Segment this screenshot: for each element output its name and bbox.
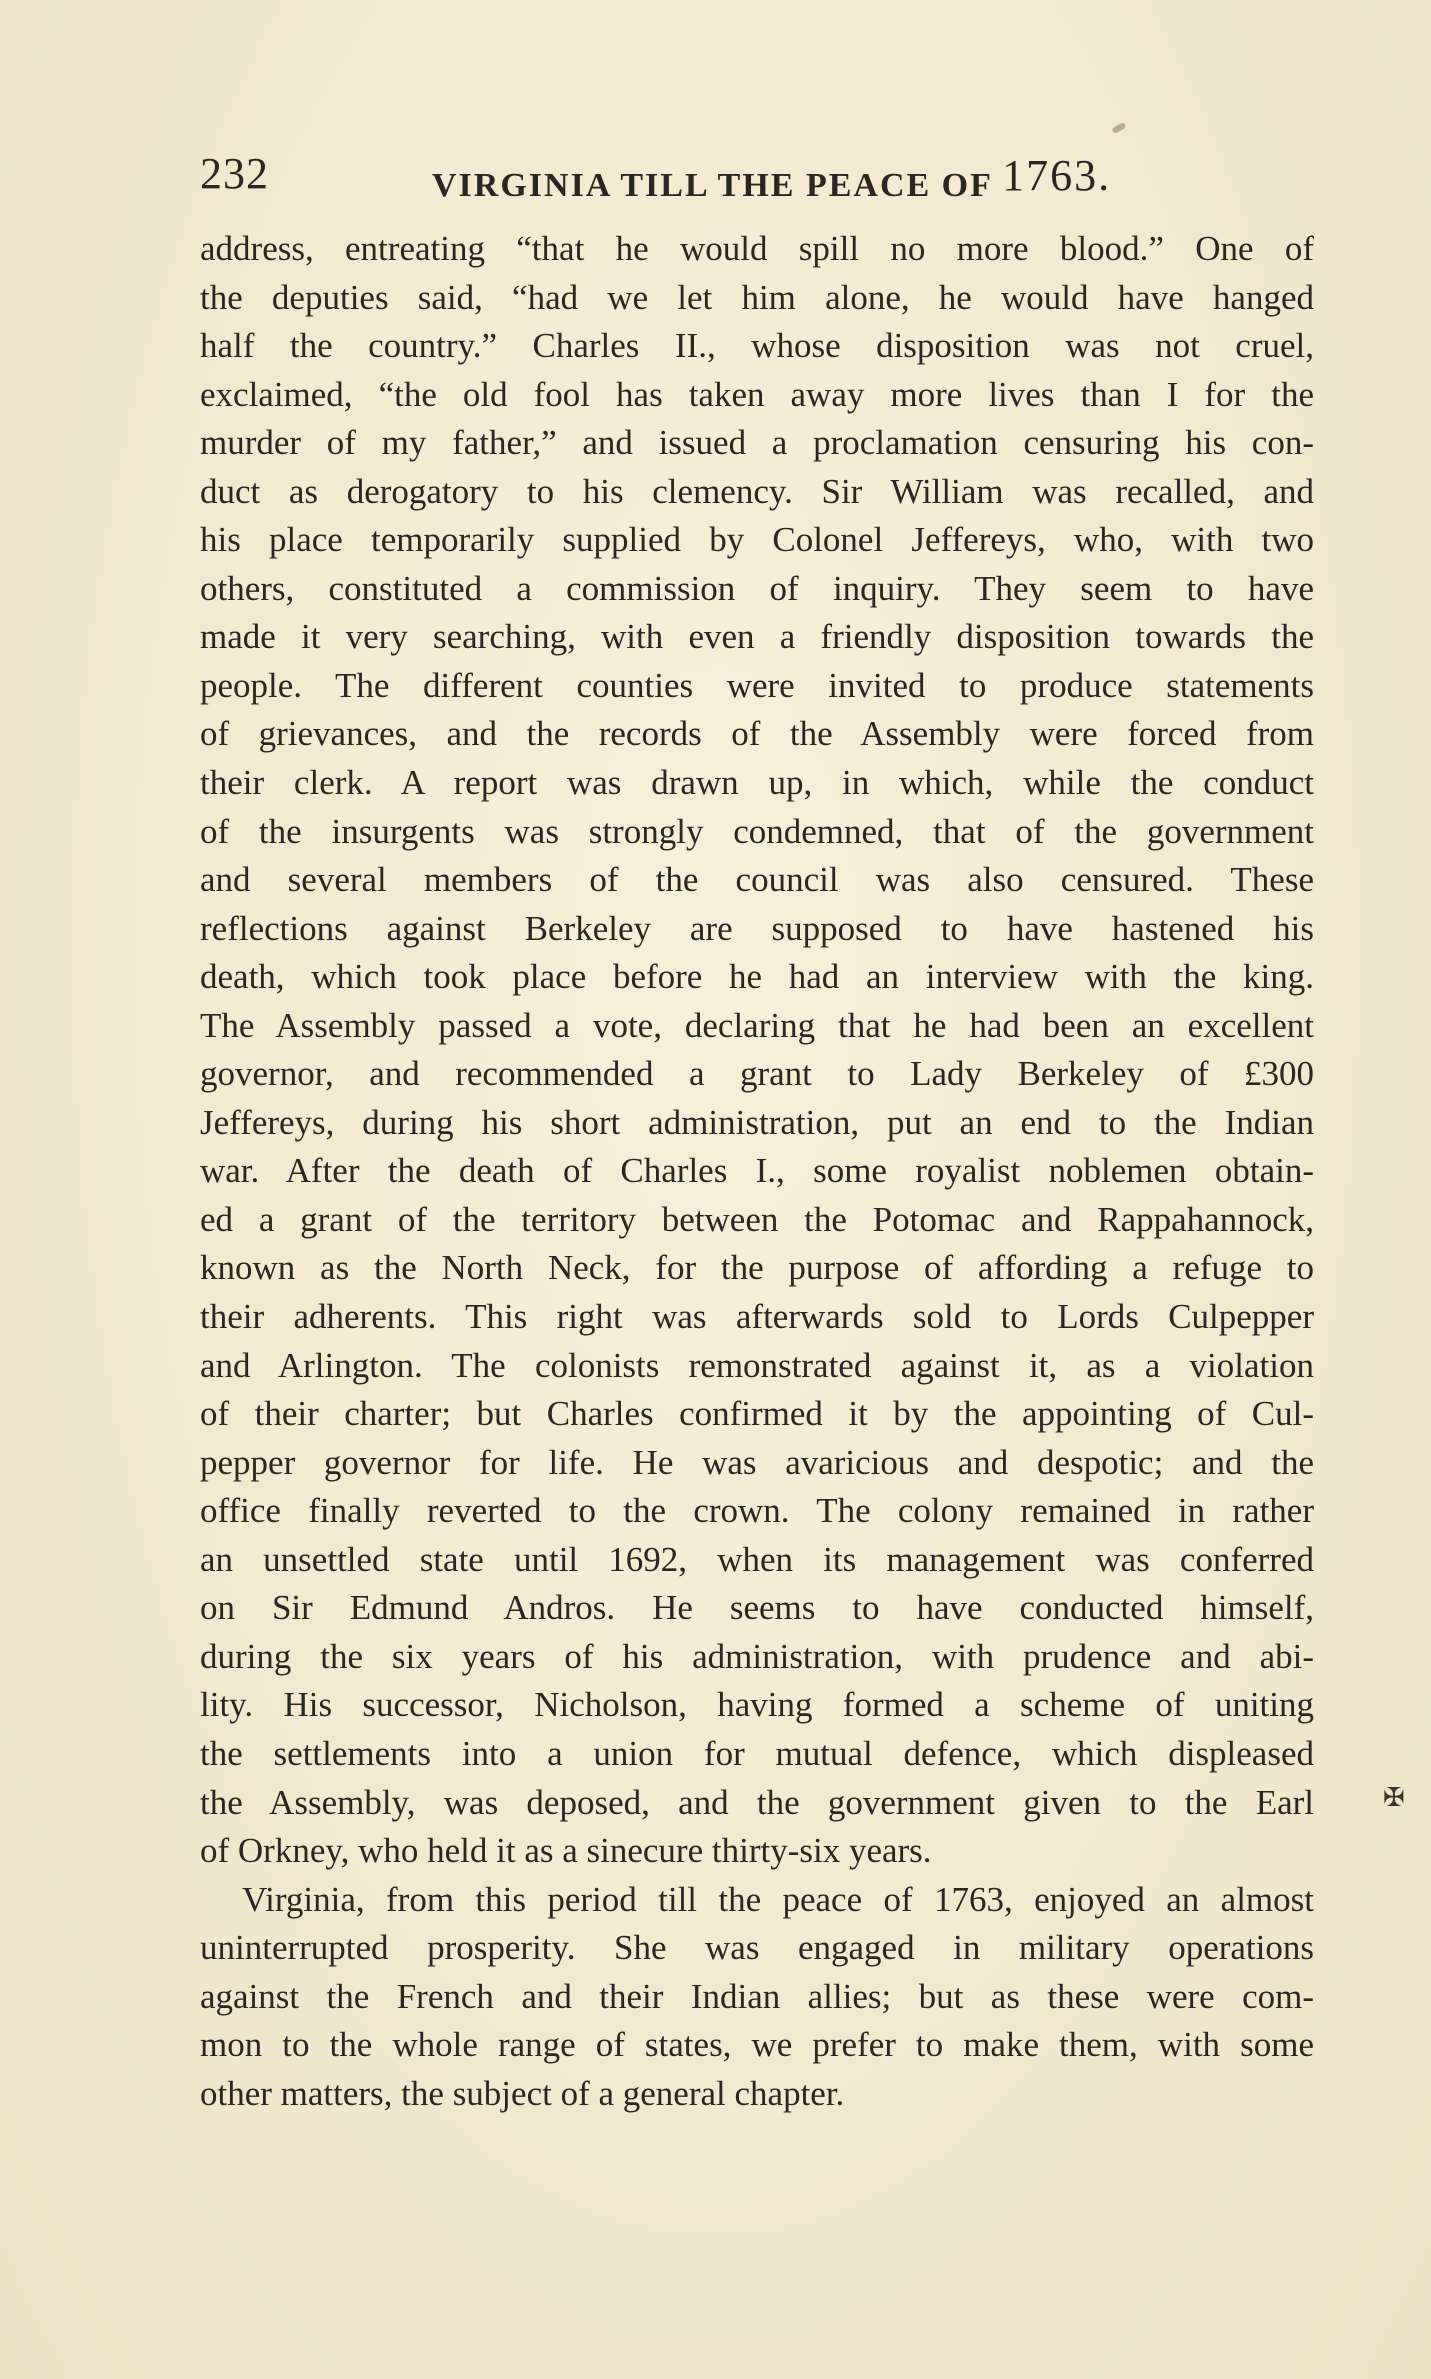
text-line: uninterrupted prosperity. She was engaged in military operations	[200, 1928, 1314, 1968]
text-line: of their charter; but Charles confirmed it by the appointing of Cul-	[200, 1394, 1314, 1434]
text-line: and several members of the council was also censured. These	[200, 860, 1314, 900]
text-line: on Sir Edmund Andros. He seems to have conducted himself,	[200, 1588, 1314, 1628]
margin-mark: ✠	[1383, 1783, 1405, 1812]
text-line: others, constituted a commission of inquiry. They seem to have	[200, 568, 1314, 608]
text-line: The Assembly passed a vote, declaring that he had been an excellent	[200, 1005, 1314, 1045]
text-line: against the French and their Indian allies; but as these were com-	[200, 1976, 1314, 2016]
text-line: murder of my father,” and issued a proclamation censuring his con-	[200, 423, 1314, 463]
text-line: his place temporarily supplied by Colonel Jeffereys, who, with two	[200, 520, 1314, 560]
text-line: Jeffereys, during his short administration, put an end to the Indian	[200, 1102, 1314, 1142]
running-head-year: 1763.	[1002, 151, 1112, 200]
text-line: their clerk. A report was drawn up, in which, while the conduct	[200, 763, 1314, 803]
text-line: the settlements into a union for mutual defence, which displeased	[200, 1733, 1314, 1773]
text-line: duct as derogatory to his clemency. Sir William was recalled, and	[200, 471, 1314, 511]
text-line: during the six years of his administration, with prudence and abi-	[200, 1636, 1314, 1676]
text-line: of grievances, and the records of the Assembly were forced from	[200, 714, 1314, 754]
text-line: war. After the death of Charles I., some royalist noblemen obtain-	[200, 1151, 1314, 1191]
text-line: mon to the whole range of states, we prefer to make them, with some	[200, 2025, 1314, 2065]
text-line: an unsettled state until 1692, when its management was conferred	[200, 1539, 1314, 1579]
text-line: and Arlington. The colonists remonstrated against it, as a violation	[200, 1345, 1314, 1385]
text-line: pepper governor for life. He was avaricious and despotic; and the	[200, 1442, 1314, 1482]
text-line: governor, and recommended a grant to Lady Berkeley of £300	[200, 1054, 1314, 1094]
text-line: ed a grant of the territory between the Potomac and Rappahannock,	[200, 1199, 1314, 1239]
text-line: of the insurgents was strongly condemned, that of the government	[200, 811, 1314, 851]
text-line: death, which took place before he had an interview with the king.	[200, 957, 1314, 997]
text-line: the deputies said, “had we let him alone, he would have hanged	[200, 277, 1314, 317]
text-line: known as the North Neck, for the purpose of affording a refuge to	[200, 1248, 1314, 1288]
text-line: reflections against Berkeley are supposed to have hastened his	[200, 908, 1314, 948]
page-number: 232	[200, 149, 269, 198]
running-head	[432, 151, 1112, 207]
text-line: made it very searching, with even a friendly disposition towards the	[200, 617, 1314, 657]
ink-speck	[1111, 122, 1126, 134]
text-line: their adherents. This right was afterwards sold to Lords Culpepper	[200, 1297, 1314, 1337]
text-line: address, entreating “that he would spill no more blood.” One of	[200, 229, 1314, 268]
page-header	[200, 148, 1310, 208]
text-line: exclaimed, “the old fool has taken away more lives than I for the	[200, 374, 1314, 414]
text-line: of Orkney, who held it as a sinecure thirty-six years.	[200, 1831, 932, 1871]
running-head-title: VIRGINIA TILL THE PEACE OF	[432, 167, 992, 204]
text-line: office finally reverted to the crown. The colony remained in rather	[200, 1491, 1314, 1531]
paragraph-start-line: Virginia, from this period till the peace of 1763, enjoyed an almost	[242, 1879, 1314, 1919]
text-line: other matters, the subject of a general chapter.	[200, 2073, 845, 2113]
text-line: the Assembly, was deposed, and the government given to the Earl	[200, 1782, 1314, 1822]
text-line: lity. His successor, Nicholson, having formed a scheme of uniting	[200, 1685, 1314, 1725]
text-line: people. The different counties were invited to produce statements	[200, 665, 1314, 705]
body-text	[200, 225, 1314, 2118]
text-line: half the country.” Charles II., whose disposition was not cruel,	[200, 326, 1314, 366]
